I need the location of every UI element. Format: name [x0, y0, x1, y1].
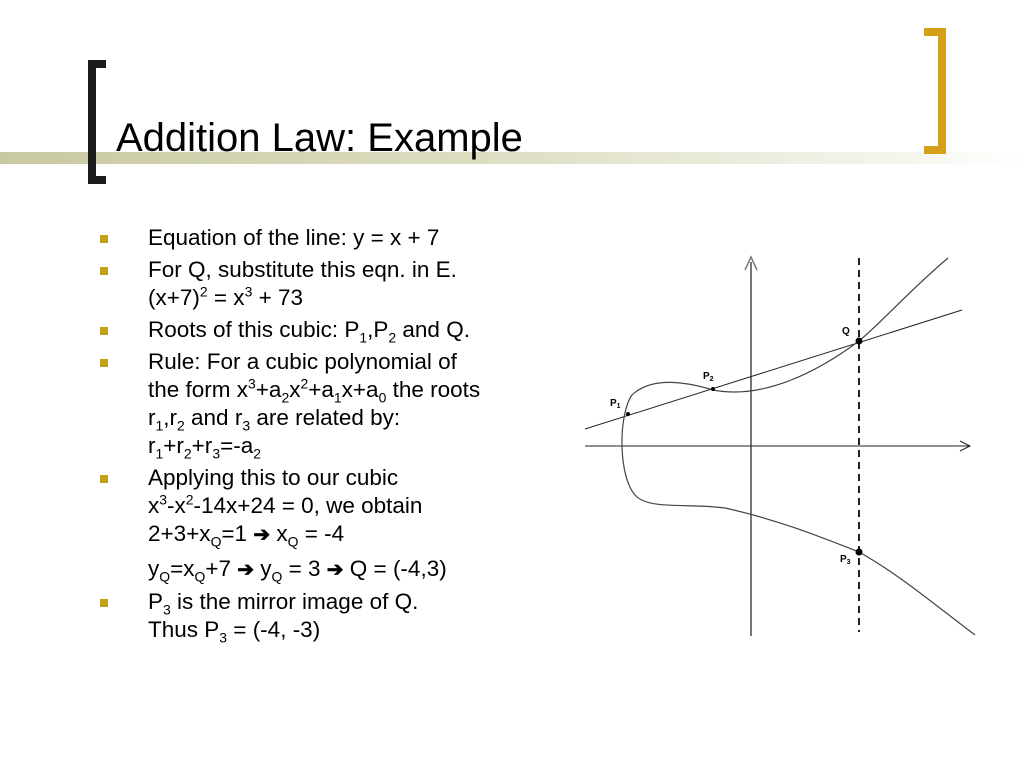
xq-derivation: $2+3+x_Q=1$ ➔ $x_Q = -4$	[148, 521, 345, 550]
bullet-list	[96, 224, 576, 648]
right-bracket-decoration	[924, 28, 946, 154]
bullet-marker	[100, 235, 108, 243]
elliptic-curve-diagram	[580, 250, 980, 640]
bullet-marker	[100, 475, 108, 483]
secant-line	[585, 310, 962, 429]
bullet-text: For Q, substitute this eqn. in E.	[148, 257, 457, 282]
arrow-icon: ➔	[253, 524, 271, 546]
label-q: Q	[842, 326, 850, 337]
roots-sum-formula: $r_1+r_2+r_3=-a_2$	[148, 433, 261, 462]
bullet-text: Equation of the line: y = x + 7	[148, 225, 440, 250]
elliptic-curve-figure	[580, 250, 980, 640]
slide-title: Addition Law: Example	[116, 116, 523, 160]
bullet-mirror	[96, 588, 576, 644]
arrow-icon: ➔	[326, 559, 344, 581]
label-p3: $P_3$	[840, 554, 851, 566]
point-q-marker	[856, 338, 863, 345]
bullet-marker	[100, 267, 108, 275]
p3-result: Thus $P_3 = (-4$, -3)	[148, 617, 321, 646]
bullet-apply	[96, 464, 576, 584]
bullet-roots	[96, 316, 576, 344]
left-bracket-decoration	[88, 60, 106, 184]
roots-relation: $r_1,r_2$ and $r_3$ are related by:	[148, 405, 401, 434]
point-p3-marker	[856, 549, 863, 556]
bullet-text: Rule: For a cubic polynomial of	[148, 349, 457, 374]
bullet-text: Roots of this cubic: $P_1,P_2$ and Q.	[148, 317, 470, 346]
bullet-text: $P_3$ is the mirror image of Q.	[148, 589, 419, 618]
bullet-marker	[100, 599, 108, 607]
point-p2-marker	[711, 387, 715, 391]
bullet-marker	[100, 359, 108, 367]
bullet-rule	[96, 348, 576, 460]
bullet-line-equation	[96, 224, 576, 252]
cubic-expanded: $x^3-x^2-14x+24 = 0$, we obtain	[148, 491, 423, 518]
cubic-form: the form $x^3+a_2x^2+a_1x+a_0$ the roots	[148, 375, 481, 406]
label-p1: $P_1$	[610, 398, 621, 410]
bullet-substitute	[96, 256, 576, 312]
yq-derivation: $y_Q=x_Q+7$ ➔ $y_Q = 3$ ➔ Q = (-4,3)	[148, 556, 447, 585]
cubic-equation: $(x+7)^2 = x^3 + 73$	[148, 283, 303, 310]
point-p1-marker	[626, 412, 630, 416]
bullet-marker	[100, 327, 108, 335]
bullet-text: Applying this to our cubic	[148, 465, 399, 490]
arrow-icon: ➔	[237, 559, 254, 581]
label-p2: $P_2$	[703, 371, 714, 383]
